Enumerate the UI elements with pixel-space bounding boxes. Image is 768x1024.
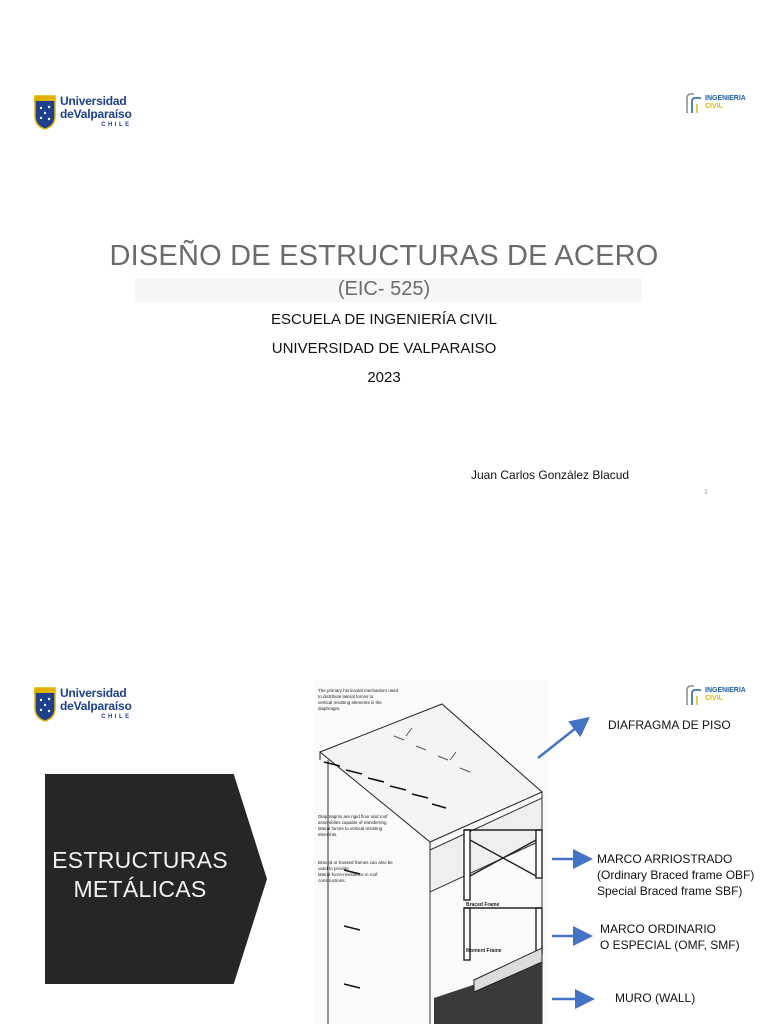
structure-diagram (314, 680, 548, 1024)
figure-note-1: The primary horizontal mechanism used to distribute lateral forces to vertical resisting elements is the diaphragm. (318, 688, 399, 711)
school-name: ESCUELA DE INGENIERÍA CIVIL (271, 311, 497, 328)
author-name: Juan Carlos González Blacud (471, 468, 630, 482)
figure-note-2: Diaphragms are rigid floor and roof assemblies capable of transferring lateral forces to vertical resisting elements. (318, 814, 388, 837)
figure-note-3: Braced or trussed frames can also be used to provide lateral-force-resistance in roof constructions. (318, 860, 393, 883)
label-wall: MURO (WALL) (615, 991, 696, 1005)
university-logo-line2: deValparaíso (60, 699, 132, 713)
content-slide (0, 640, 768, 1024)
university-logo-line2: deValparaíso (60, 107, 132, 121)
page-number: 1 (704, 489, 708, 496)
university-logo-line3: CHILE (101, 122, 132, 128)
label-braced-frame (597, 851, 754, 899)
university-logo (34, 686, 132, 722)
course-year: 2023 (367, 369, 401, 386)
university-name: UNIVERSIDAD DE VALPARAISO (271, 340, 497, 357)
label-diaphragm: DIAFRAGMA DE PISO (608, 718, 731, 732)
faculty-logo-icon (685, 684, 703, 706)
university-logo-line1: Universidad (60, 686, 127, 700)
faculty-logo-icon (685, 92, 703, 114)
label-moment-line2: O ESPECIAL (OMF, SMF) (600, 938, 740, 952)
faculty-logo-line2: CIVIL (705, 103, 723, 110)
faculty-logo (685, 684, 746, 706)
label-moment-frame (600, 921, 740, 953)
braced-frame-label: Braced Frame (466, 902, 500, 908)
section-title-line1: ESTRUCTURAS (52, 847, 228, 873)
university-logo-line1: Universidad (60, 94, 127, 108)
university-shield-icon (34, 686, 56, 722)
faculty-logo-line1: INGENIERIA (705, 95, 746, 102)
faculty-logo (685, 92, 746, 114)
section-title-line2: METÁLICAS (73, 876, 207, 902)
course-code: (EIC- 525) (337, 278, 431, 300)
label-moment-line1: MARCO ORDINARIO (600, 922, 717, 936)
university-logo-line3: CHILE (101, 714, 132, 720)
label-braced-line2: (Ordinary Braced frame OBF) (597, 868, 755, 882)
shear-wall (434, 948, 542, 1024)
university-logo (34, 94, 132, 130)
label-braced-line1: MARCO ARRIOSTRADO (597, 852, 733, 866)
label-braced-line3: Special Braced frame SBF) (597, 884, 743, 898)
university-shield-icon (34, 94, 56, 130)
section-title (45, 846, 235, 904)
faculty-logo-line1: INGENIERIA (705, 687, 746, 694)
faculty-logo-line2: CIVIL (705, 695, 723, 702)
moment-frame-label: Moment Frame (466, 948, 502, 954)
presentation-title: DISEÑO DE ESTRUCTURAS DE ACERO (109, 240, 659, 272)
